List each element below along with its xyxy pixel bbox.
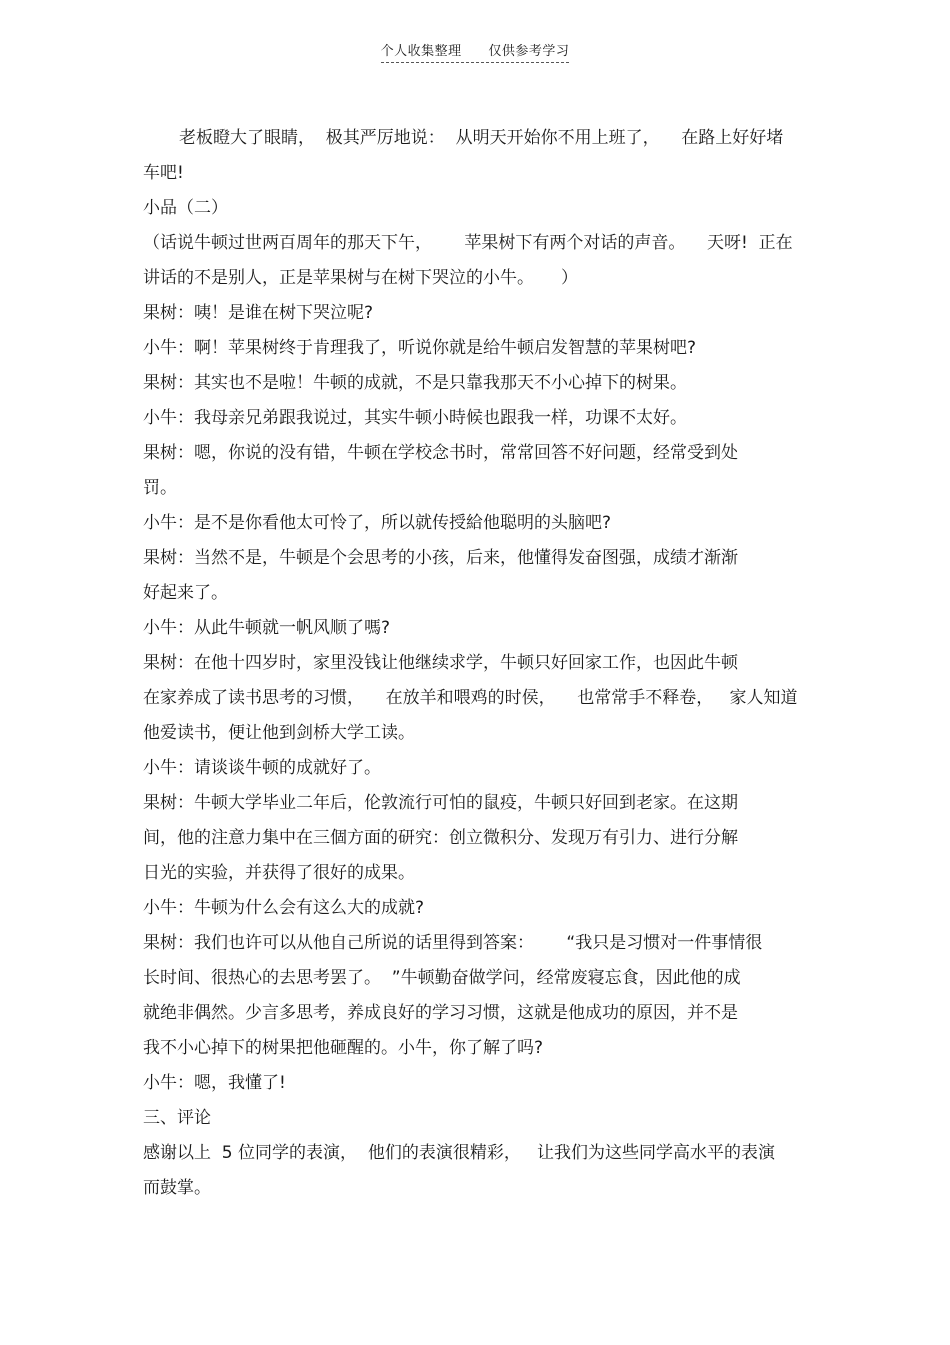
dialogue-line: 小牛：请谈谈牛顿的成就好了。 [143,758,381,778]
section-heading: 小品（二） [143,198,228,218]
dialogue-line: 小牛：牛顿为什么会有这么大的成就? [143,898,425,918]
header-left-text: 个人收集整理 [380,44,462,59]
dialogue-line: 我不小心掉下的树果把他砸醒的。小牛，你了解了吗? [143,1038,544,1058]
dialogue-line: 小牛：嗯，我懂了! [143,1073,286,1093]
paragraph-line: 老板瞪大了眼睛， 极其严厉地说： 从明天开始你不用上班了， 在路上好好堵 [179,128,784,148]
dialogue-line: 间，他的注意力集中在三個方面的研究：创立微积分、发现万有引力、进行分解 [143,828,738,848]
dialogue-line: 果树：当然不是，牛顿是个会思考的小孩，后来，他懂得发奋图强，成绩才渐渐 [143,548,738,568]
dialogue-line: 小牛：啊！苹果树终于肯理我了，听说你就是给牛顿启发智慧的苹果树吧? [143,338,697,358]
dialogue-line: 罚。 [143,478,177,498]
paragraph-line: 讲话的不是别人，正是苹果树与在树下哭泣的小牛。 ） [143,268,579,288]
dialogue-line: 果树：嗯，你说的没有错，牛顿在学校念书时，常常回答不好问题，经常受到处 [143,443,738,463]
paragraph-line: 车吧! [143,163,184,183]
dialogue-line: 果树：其实也不是啦！牛顿的成就，不是只靠我那天不小心掉下的树果。 [143,373,687,393]
dialogue-line: 果树：我们也许可以从他自己所说的话里得到答案： “我只是习惯对一件事情很 [143,933,763,953]
dialogue-line: 在家养成了读书思考的习惯， 在放羊和喂鸡的时侯， 也常常手不释卷， 家人知道 [143,688,798,708]
section-heading: 三、评论 [143,1108,211,1128]
dialogue-line: 果树：在他十四岁时，家里没钱让他继续求学，牛顿只好回家工作，也因此牛顿 [143,653,738,673]
dialogue-line: 长时间、很热心的去思考罢了。 ”牛顿勤奋做学问，经常废寝忘食，因此他的成 [143,968,741,988]
dialogue-line: 果树：牛顿大学毕业二年后，伦敦流行可怕的鼠疫，牛顿只好回到老家。在这期 [143,793,738,813]
paragraph-line: （话说牛顿过世两百周年的那天下午， 苹果树下有两个对话的声音。 天呀! 正在 [143,233,793,253]
dialogue-line: 日光的实验，并获得了很好的成果。 [143,863,415,883]
dialogue-line: 小牛：是不是你看他太可怜了，所以就传授給他聪明的头脑吧? [143,513,612,533]
dialogue-line: 就绝非偶然。少言多思考，养成良好的学习习惯，这就是他成功的原因，并不是 [143,1003,738,1023]
dialogue-line: 他爱读书，便让他到剑桥大学工读。 [143,723,415,743]
page-header-underline [381,40,570,63]
paragraph-line: 而鼓掌。 [143,1178,211,1198]
header-right-text: 仅供参考学习 [488,44,570,59]
dialogue-line: 好起来了。 [143,583,228,603]
dialogue-line: 果树：咦！是谁在树下哭泣呢? [143,303,374,323]
dialogue-line: 小牛：我母亲兄弟跟我说过，其实牛顿小時候也跟我一样，功课不太好。 [143,408,687,428]
page-header [0,40,950,63]
document-body [143,121,808,1206]
paragraph-line: 感谢以上 5 位同学的表演， 他们的表演很精彩， 让我们为这些同学高水平的表演 [143,1143,776,1163]
dialogue-line: 小牛：从此牛顿就一帆风顺了嗎? [143,618,391,638]
